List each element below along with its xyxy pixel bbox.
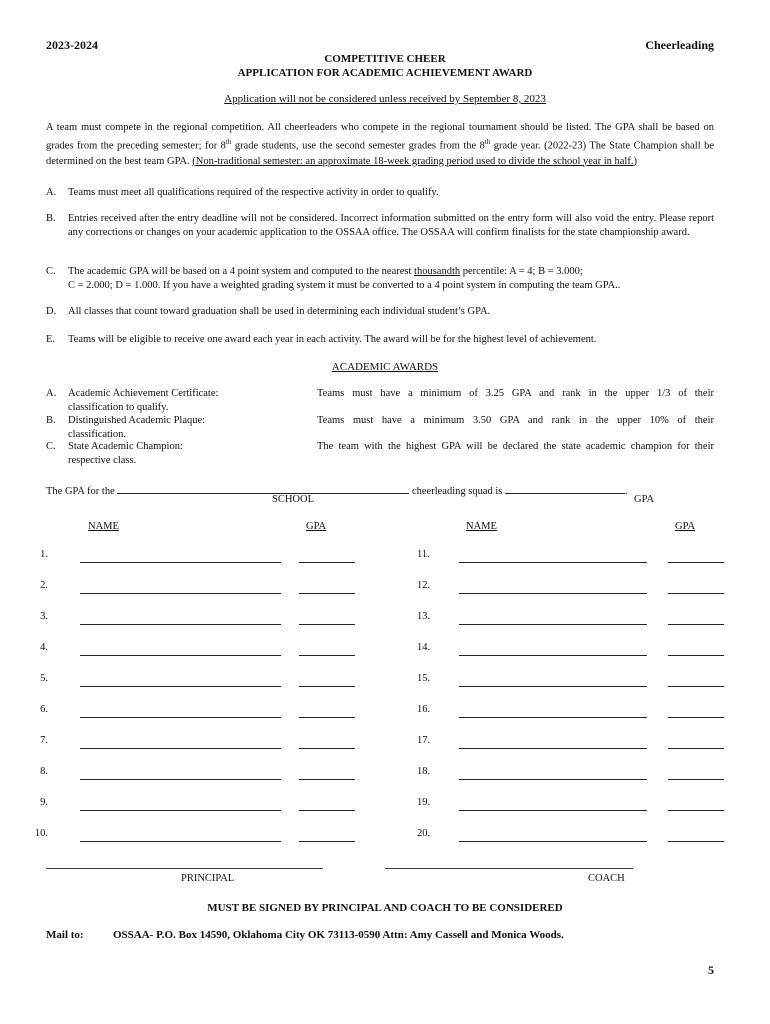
student-gpa-field[interactable] <box>668 779 724 780</box>
intro-paragraph <box>46 120 714 169</box>
student-name-field[interactable] <box>459 841 647 842</box>
student-name-field[interactable] <box>459 624 647 625</box>
student-name-field[interactable] <box>80 655 281 656</box>
school-year: 2023-2024 <box>46 38 98 52</box>
student-name-field[interactable] <box>80 841 281 842</box>
student-name-field[interactable] <box>80 686 281 687</box>
student-gpa-field[interactable] <box>299 562 355 563</box>
intro-text: grade year. (2022-23) The State Champion shall be determined on the best team GPA. <box>46 140 714 167</box>
mail-to-label: Mail to: <box>46 929 84 941</box>
rule-item <box>46 333 714 347</box>
student-gpa-field[interactable] <box>668 841 724 842</box>
student-name-field[interactable] <box>80 717 281 718</box>
student-gpa-field[interactable] <box>668 562 724 563</box>
student-gpa-field[interactable] <box>299 655 355 656</box>
rule-text: Entries received after the entry deadline will not be considered. Incorrect information submitted on the entry form will also void the entry. Please report any corrections or changes on your academic application to the OSSAA office. The OSSAA will confirm finalists for the state championship award. <box>68 213 714 238</box>
rule-letter: C. <box>46 266 56 277</box>
row-number: 20. <box>417 828 431 839</box>
student-name-field[interactable] <box>80 624 281 625</box>
rule-letter: D. <box>46 306 57 317</box>
name-column-header: NAME <box>88 521 119 532</box>
rule-item <box>46 265 714 293</box>
sport-name: Cheerleading <box>645 38 714 52</box>
rule-text: All classes that count toward graduation shall be used in determining each individual student’s GPA. <box>68 306 491 317</box>
award-title: State Academic Champion: <box>68 441 183 452</box>
student-gpa-field[interactable] <box>299 748 355 749</box>
rule-letter: E. <box>46 334 56 345</box>
award-description: Teams must have a minimum of 3.25 GPA and rank in the upper 1/3 of their <box>317 388 714 399</box>
page-number: 5 <box>708 963 714 977</box>
principal-signature-line[interactable] <box>46 868 323 869</box>
row-number: 4. <box>40 642 48 653</box>
student-name-field[interactable] <box>459 562 647 563</box>
award-letter: B. <box>46 415 56 426</box>
row-number: 6. <box>40 704 48 715</box>
student-name-field[interactable] <box>459 717 647 718</box>
award-title: Academic Achievement Certificate: <box>68 388 219 399</box>
row-number: 2. <box>40 580 48 591</box>
award-name <box>68 387 218 415</box>
gpa-statement <box>46 482 714 497</box>
gpa-statement-text: The GPA for the <box>46 486 118 497</box>
intro-text: A team must compete in the regional competition. All cheerleaders who compete in the regional tournament should be listed. The GPA shall be based on grades from the preceding semester; for 8 <box>46 122 714 152</box>
student-name-field[interactable] <box>80 748 281 749</box>
award-name <box>68 440 183 468</box>
student-gpa-field[interactable] <box>299 686 355 687</box>
student-name-field[interactable] <box>80 593 281 594</box>
student-gpa-field[interactable] <box>668 624 724 625</box>
student-gpa-field[interactable] <box>668 655 724 656</box>
rule-text: Teams will be eligible to receive one award each year in each activity. The award will be for the highest level of achievement. <box>68 334 597 345</box>
intro-note: (Non-traditional semester: an approximate 18-week grading period used to divide the school year in half.) <box>192 155 637 167</box>
rule-text-part: percentile: A = 4; B = 3.000; <box>460 266 583 277</box>
rule-text-underlined: thousandth <box>414 266 461 277</box>
awards-heading: ACADEMIC AWARDS <box>331 361 439 373</box>
school-name-field[interactable] <box>117 482 409 494</box>
rule-text <box>68 265 714 293</box>
award-item-left <box>46 387 296 415</box>
award-continuation: classification to qualify. <box>68 402 169 413</box>
student-name-field[interactable] <box>80 562 281 563</box>
student-name-field[interactable] <box>459 779 647 780</box>
student-gpa-field[interactable] <box>299 624 355 625</box>
row-number: 5. <box>40 673 48 684</box>
rule-item <box>46 186 714 200</box>
student-gpa-field[interactable] <box>668 686 724 687</box>
name-column-header: NAME <box>466 521 497 532</box>
row-number: 14. <box>417 642 431 653</box>
award-item-left <box>46 414 296 442</box>
row-number: 16. <box>417 704 431 715</box>
gpa-column-header: GPA <box>675 521 696 532</box>
row-number: 8. <box>40 766 48 777</box>
student-gpa-field[interactable] <box>668 810 724 811</box>
coach-label: COACH <box>588 873 625 884</box>
row-number: 10. <box>34 828 48 839</box>
student-name-field[interactable] <box>459 810 647 811</box>
student-gpa-field[interactable] <box>299 841 355 842</box>
student-name-field[interactable] <box>459 593 647 594</box>
signature-requirement: MUST BE SIGNED BY PRINCIPAL AND COACH TO BE CONSIDERED <box>207 902 563 914</box>
coach-signature-line[interactable] <box>385 868 633 869</box>
gpa-column-header: GPA <box>306 521 327 532</box>
student-name-field[interactable] <box>459 655 647 656</box>
row-number: 7. <box>40 735 48 746</box>
student-gpa-field[interactable] <box>299 717 355 718</box>
award-name <box>68 414 205 442</box>
form-subtitle: APPLICATION FOR ACADEMIC ACHIEVEMENT AWARD <box>237 67 533 79</box>
row-number: 18. <box>417 766 431 777</box>
rule-letter: B. <box>46 213 56 224</box>
student-gpa-field[interactable] <box>668 593 724 594</box>
student-name-field[interactable] <box>80 779 281 780</box>
gpa-statement-text: cheerleading squad is <box>409 486 505 497</box>
award-continuation: classification. <box>68 429 127 440</box>
award-letter: A. <box>46 388 57 399</box>
student-gpa-field[interactable] <box>299 810 355 811</box>
intro-text: grade students, use the second semester grades from the 8 <box>231 140 485 152</box>
row-number: 13. <box>417 611 431 622</box>
rule-letter: A. <box>46 187 57 198</box>
rule-text: Teams must meet all qualifications required of the respective activity in order to qualify. <box>68 187 439 198</box>
superscript: th <box>225 138 232 146</box>
deadline-notice: Application will not be considered unless received by September 8, 2023 <box>224 93 546 105</box>
row-number: 11. <box>417 549 430 560</box>
award-item-left <box>46 440 296 468</box>
rule-text-part: The academic GPA will be based on a 4 point system and computed to the nearest <box>68 266 415 277</box>
row-number: 3. <box>40 611 48 622</box>
student-gpa-field[interactable] <box>299 779 355 780</box>
student-name-field[interactable] <box>459 748 647 749</box>
team-gpa-field[interactable] <box>505 482 625 494</box>
gpa-statement-text: . <box>625 486 628 497</box>
award-description: Teams must have a minimum 3.50 GPA and rank in the upper 10% of their <box>317 415 714 426</box>
superscript: th <box>484 138 491 146</box>
award-letter: C. <box>46 441 56 452</box>
student-gpa-field[interactable] <box>668 748 724 749</box>
mailing-address: OSSAA- P.O. Box 14590, Oklahoma City OK 73113-0590 Attn: Amy Cassell and Monica Woods. <box>113 929 564 941</box>
student-name-field[interactable] <box>80 810 281 811</box>
student-gpa-field[interactable] <box>668 717 724 718</box>
award-continuation: respective class. <box>68 455 137 466</box>
school-label: SCHOOL <box>272 494 315 505</box>
principal-label: PRINCIPAL <box>181 873 235 884</box>
student-name-field[interactable] <box>459 686 647 687</box>
award-description: The team with the highest GPA will be declared the state academic champion for their <box>317 441 714 452</box>
row-number: 1. <box>40 549 48 560</box>
rule-item <box>46 212 714 240</box>
award-title: Distinguished Academic Plaque: <box>68 415 206 426</box>
row-number: 12. <box>417 580 431 591</box>
rule-item <box>46 305 714 319</box>
form-title: COMPETITIVE CHEER <box>324 53 446 65</box>
rule-text-part: C = 2.000; D = 1.000. If you have a weighted grading system it must be converted to a 4 point system in computing the team GPA.. <box>68 280 621 291</box>
row-number: 9. <box>40 797 48 808</box>
row-number: 17. <box>417 735 431 746</box>
gpa-label: GPA <box>634 494 655 505</box>
row-number: 19. <box>417 797 431 808</box>
row-number: 15. <box>417 673 431 684</box>
student-gpa-field[interactable] <box>299 593 355 594</box>
